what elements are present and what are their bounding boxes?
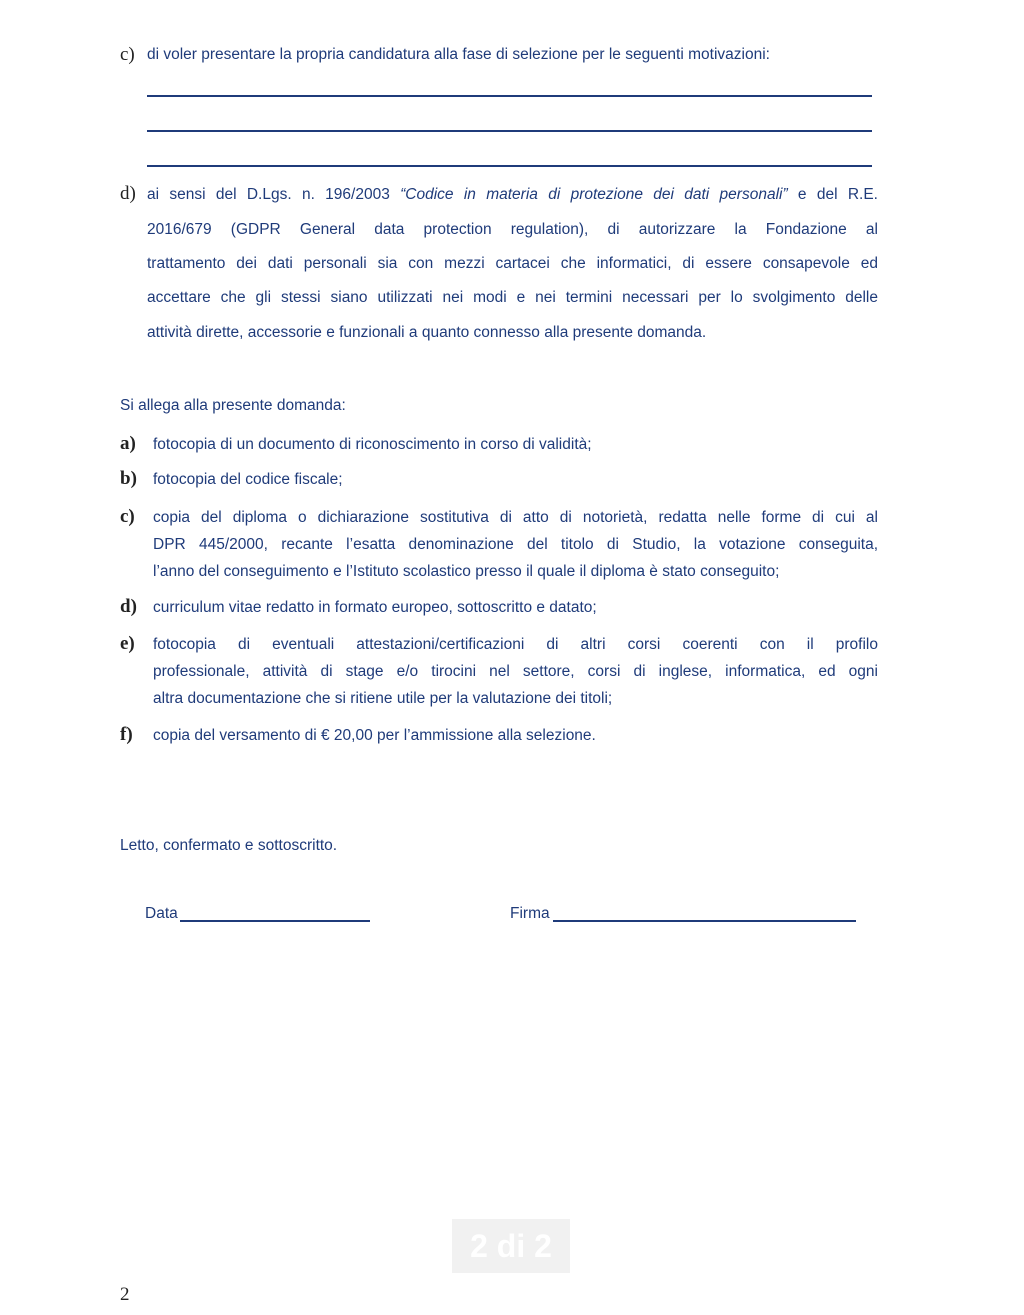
item-d-line-2: 2016/679 (GDPR General data protection regulation), di autorizzare la Fondazione al <box>147 221 878 238</box>
item-d-line-1-a: ai sensi del D.Lgs. n. 196/2003 <box>147 186 401 203</box>
page-watermark: 2 di 2 <box>452 1219 570 1273</box>
attachment-d-marker: d) <box>120 596 137 617</box>
attachment-e-line-2: professionale, attività di stage e/o tirocini nel settore, corsi di inglese, informatica, ed ogni <box>153 663 878 680</box>
attachments-heading: Si allega alla presente domanda: <box>120 397 346 414</box>
attachment-c-line-3: l’anno del conseguimento e l’Istituto scolastico presso il quale il diploma è stato conseguito; <box>153 563 780 580</box>
item-d-marker: d) <box>120 183 136 204</box>
attachment-f-marker: f) <box>120 724 133 745</box>
attachment-a-marker: a) <box>120 433 136 454</box>
item-d-line-4: accettare che gli stessi siano utilizzati nei modi e nei termini necessari per lo svolgimento delle <box>147 289 878 306</box>
attachment-b-text: fotocopia del codice fiscale; <box>153 471 343 488</box>
attachment-b-marker: b) <box>120 468 137 489</box>
motivation-line-3 <box>147 165 872 167</box>
item-c-text: di voler presentare la propria candidatura alla fase di selezione per le seguenti motivazioni: <box>147 46 770 63</box>
item-d-line-1 <box>147 186 878 204</box>
item-d-line-5: attività dirette, accessorie e funzionali a quanto connesso alla presente domanda. <box>147 324 707 341</box>
page-number: 2 <box>120 1284 130 1305</box>
attachment-c-line-2: DPR 445/2000, recante l’esatta denominazione del titolo di Studio, la votazione conseguita, <box>153 536 878 553</box>
item-c-marker: c) <box>120 44 135 65</box>
motivation-line-2 <box>147 130 872 132</box>
attachment-e-line-1: fotocopia di eventuali attestazioni/certificazioni di altri corsi coerenti con il profilo <box>153 636 878 653</box>
signature-label: Firma <box>510 905 550 922</box>
item-d-line-1-b: e del R.E. <box>787 186 878 203</box>
attachment-c-marker: c) <box>120 506 135 527</box>
item-d-line-1-italic: “Codice in materia di protezione dei dati personali” <box>400 186 788 203</box>
closing-statement: Letto, confermato e sottoscritto. <box>120 837 338 854</box>
attachment-c-line-1: copia del diploma o dichiarazione sostitutiva di atto di notorietà, redatta nelle forme di cui al <box>153 509 878 526</box>
attachment-d-text: curriculum vitae redatto in formato europeo, sottoscritto e datato; <box>153 599 597 616</box>
attachment-a-text: fotocopia di un documento di riconoscimento in corso di validità; <box>153 436 592 453</box>
attachment-e-marker: e) <box>120 633 135 654</box>
motivation-line-1 <box>147 95 872 97</box>
date-label: Data <box>145 905 178 922</box>
attachment-e-line-3: altra documentazione che si ritiene utile per la valutazione dei titoli; <box>153 690 613 707</box>
signature-field-line[interactable] <box>553 920 856 922</box>
date-field-line[interactable] <box>180 920 370 922</box>
attachment-f-text: copia del versamento di € 20,00 per l’ammissione alla selezione. <box>153 727 596 744</box>
item-d-line-3: trattamento dei dati personali sia con mezzi cartacei che informatici, di essere consapevole ed <box>147 255 878 272</box>
